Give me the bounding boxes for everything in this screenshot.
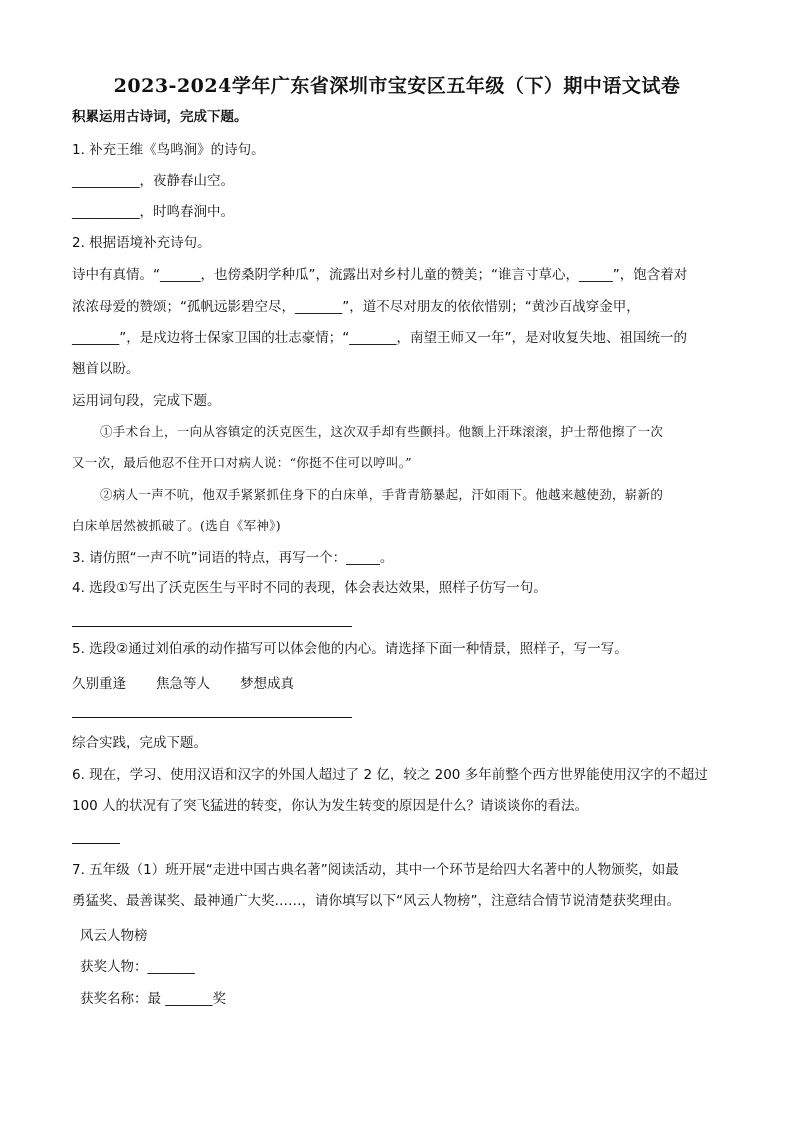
answer-line-q6[interactable]: [72, 843, 120, 844]
award-field[interactable]: 获奖名称：最 _______奖: [80, 991, 227, 1007]
section-heading-practice: 综合实践，完成下题。: [72, 735, 207, 751]
choice-reunion: 久别重逢: [72, 676, 126, 692]
question-7-line-2: 勇猛奖、最善谋奖、最神通广大奖……，请你填写以下“风云人物榜”，注意结合情节说清楚获奖理由。: [72, 893, 680, 909]
winner-field[interactable]: 获奖人物：_______: [80, 959, 195, 975]
question-1: 1. 补充王维《鸟鸣涧》的诗句。: [72, 142, 265, 158]
question-2-text-line-4: 翘首以盼。: [72, 361, 140, 377]
question-5: 5. 选段②通过刘伯承的动作描写可以体会他的内心。请选择下面一种情景，照样子，写一写。: [72, 641, 628, 657]
choice-waiting: 焦急等人: [156, 676, 210, 692]
passage-1-line-1: ①手术台上，一向从容镇定的沃克医生，这次双手却有些颤抖。他额上汗珠滚滚，护士帮他擦了一次: [100, 424, 664, 439]
question-2-text-line-2[interactable]: 浓浓母爱的赞颂；“孤帆远影碧空尽，_______”，道不尽对朋友的依依惜别；“黄沙百战穿金甲，: [72, 299, 640, 315]
question-3[interactable]: 3. 请仿照“一声不吭”词语的特点，再写一个：_____。: [72, 550, 394, 566]
question-6-line-2: 100 人的状况有了突飞猛进的转变，你认为发生转变的原因是什么？请谈谈你的看法。: [72, 798, 589, 814]
question-4: 4. 选段①写出了沃克医生与平时不同的表现，体会表达效果，照样子仿写一句。: [72, 580, 547, 596]
question-1-blank-2[interactable]: __________，时鸣春涧中。: [72, 204, 234, 220]
question-2-text-line-3[interactable]: _______”，是戍边将士保家卫国的壮志豪情；“_______，南望王师又一年”，是对收复失地、祖国统一的: [72, 330, 687, 346]
page-title: 2023-2024学年广东省深圳市宝安区五年级（下）期中语文试卷: [113, 75, 681, 97]
question-2: 2. 根据语境补充诗句。: [72, 235, 211, 251]
section-heading-reading: 运用词句段，完成下题。: [72, 393, 221, 409]
question-7-line-1: 7. 五年级（1）班开展“走进中国古典名著”阅读活动，其中一个环节是给四大名著中的人物颁奖，如最: [72, 862, 679, 878]
choice-dream: 梦想成真: [240, 676, 294, 692]
passage-2-line-1: ②病人一声不吭，他双手紧紧抓住身下的白床单，手背青筋暴起，汗如雨下。他越来越使劲，崭新的: [100, 487, 664, 502]
answer-line-q4[interactable]: [72, 626, 352, 627]
section-heading-poetry: 积累运用古诗词，完成下题。: [72, 109, 248, 125]
answer-line-q5[interactable]: [72, 717, 352, 718]
question-1-blank-1[interactable]: __________，夜静春山空。: [72, 173, 234, 189]
question-2-text-line-1[interactable]: 诗中有真情。“______，也傍桑阴学种瓜”，流露出对乡村儿童的赞美；“谁言寸草心，_____”，饱含着对: [72, 267, 688, 283]
passage-2-line-2: 白床单居然被抓破了。(选自《军神》): [72, 518, 281, 533]
board-title: 风云人物榜: [80, 928, 148, 944]
question-6-line-1: 6. 现在，学习、使用汉语和汉字的外国人超过了 2 亿，较之 200 多年前整个西方世界能使用汉字的不超过: [72, 767, 708, 783]
passage-1-line-2: 又一次，最后他忍不住开口对病人说：“你挺不住可以哼叫。”: [72, 455, 412, 470]
